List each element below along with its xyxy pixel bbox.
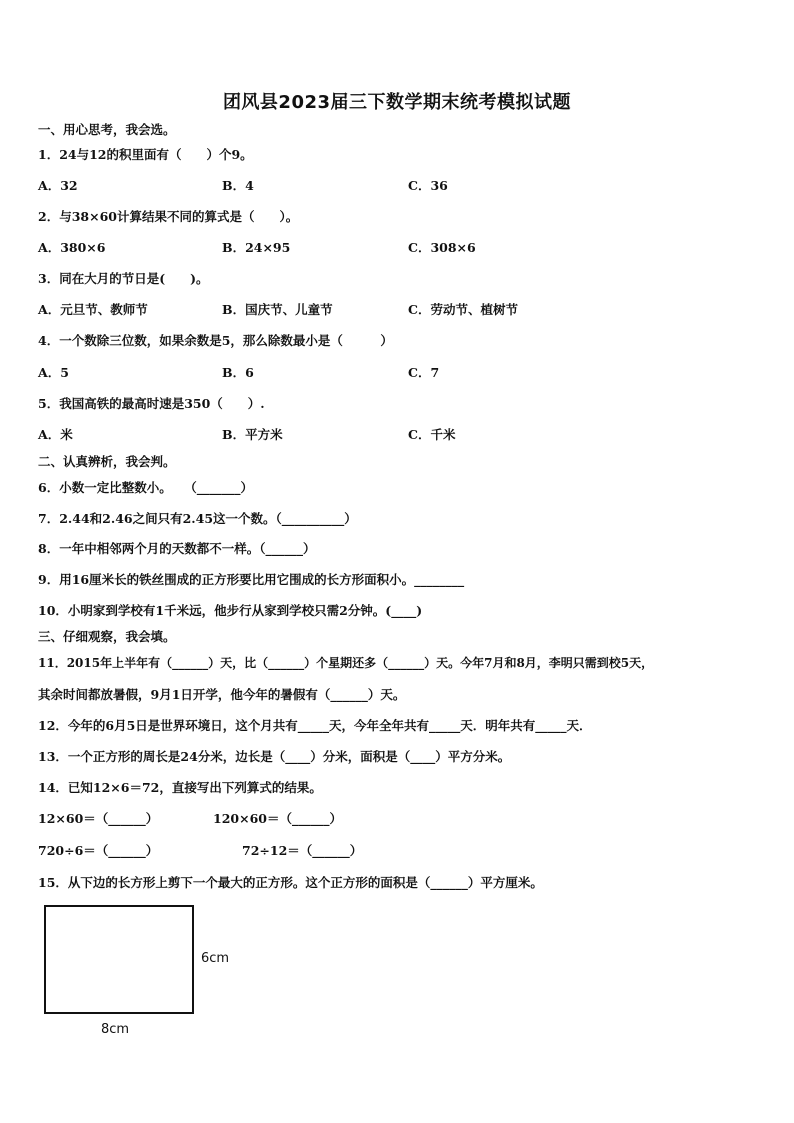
q14-item-1: 12×60＝（______）: [38, 811, 159, 826]
section-1-heading: 一、用心思考，我会选。: [38, 122, 176, 137]
question-8: 8．一年中相邻两个月的天数都不一样。（______）: [38, 541, 316, 556]
q1-option-c[interactable]: C．36: [408, 178, 448, 193]
q3-option-a[interactable]: A．元旦节、教师节: [38, 302, 148, 317]
section-3-heading: 三、仔细观察，我会填。: [38, 629, 176, 644]
q14-item-3: 720÷6＝（______）: [38, 843, 159, 858]
question-6: 6．小数一定比整数小。 （_______）: [38, 480, 253, 495]
height-label: 6cm: [201, 951, 230, 966]
rectangle-shape: [44, 905, 194, 1014]
question-15: 15．从下边的长方形上剪下一个最大的正方形。这个正方形的面积是（______）平方厘米。: [38, 875, 543, 890]
q5-option-b[interactable]: B．平方米: [222, 427, 283, 442]
q3-option-c[interactable]: C．劳动节、植树节: [408, 302, 518, 317]
q2-option-b[interactable]: B．24×95: [222, 240, 291, 255]
question-10: 10．小明家到学校有1千米远，他步行从家到学校只需2分钟。(____): [38, 603, 423, 618]
question-12: 12．今年的6月5日是世界环境日，这个月共有_____天，今年全年共有_____天．明年共有_____天．: [38, 718, 592, 733]
question-11-line-1: 11．2015年上半年有（______）天，比（______）个星期还多（______）天。今年7月和8月，李明只需到校5天，: [38, 656, 654, 670]
question-4: 4．一个数除三位数，如果余数是5，那么除数最小是（ ）: [38, 333, 393, 348]
question-13: 13．一个正方形的周长是24分米，边长是（____）分米，面积是（____）平方分米。: [38, 749, 511, 764]
question-5: 5．我国高铁的最高时速是350（ ）.: [38, 396, 265, 411]
question-9: 9．用16厘米长的铁丝围成的正方形要比用它围成的长方形面积小。________: [38, 572, 465, 587]
width-label: 8cm: [101, 1022, 130, 1037]
question-14: 14．已知12×6＝72，直接写出下列算式的结果。: [38, 780, 322, 795]
page-title: 团风县2023届三下数学期末统考模拟试题: [222, 92, 572, 113]
q1-option-a[interactable]: A．32: [38, 178, 78, 193]
question-1: 1．24与12的积里面有（ ）个9。: [38, 147, 253, 162]
q5-option-c[interactable]: C．千米: [408, 427, 456, 442]
q5-option-a[interactable]: A．米: [38, 427, 73, 442]
q3-option-b[interactable]: B．国庆节、儿童节: [222, 302, 333, 317]
q4-option-c[interactable]: C．7: [408, 365, 440, 380]
q2-option-a[interactable]: A．380×6: [38, 240, 106, 255]
q1-option-b[interactable]: B．4: [222, 178, 254, 193]
question-11-line-2: 其余时间都放暑假，9月1日开学，他今年的暑假有（______）天。: [38, 687, 406, 702]
section-2-heading: 二、认真辨析，我会判。: [38, 454, 176, 469]
question-2: 2．与38×60计算结果不同的算式是（ ）。: [38, 209, 299, 224]
q2-option-c[interactable]: C．308×6: [408, 240, 476, 255]
q14-item-4: 72÷12＝（______）: [242, 843, 363, 858]
q4-option-b[interactable]: B．6: [222, 365, 254, 380]
question-3: 3．同在大月的节日是( )。: [38, 271, 209, 286]
q14-item-2: 120×60＝（______）: [213, 811, 342, 826]
q4-option-a[interactable]: A．5: [38, 365, 69, 380]
question-7: 7．2.44和2.46之间只有2.45这一个数。（__________）: [38, 511, 357, 526]
